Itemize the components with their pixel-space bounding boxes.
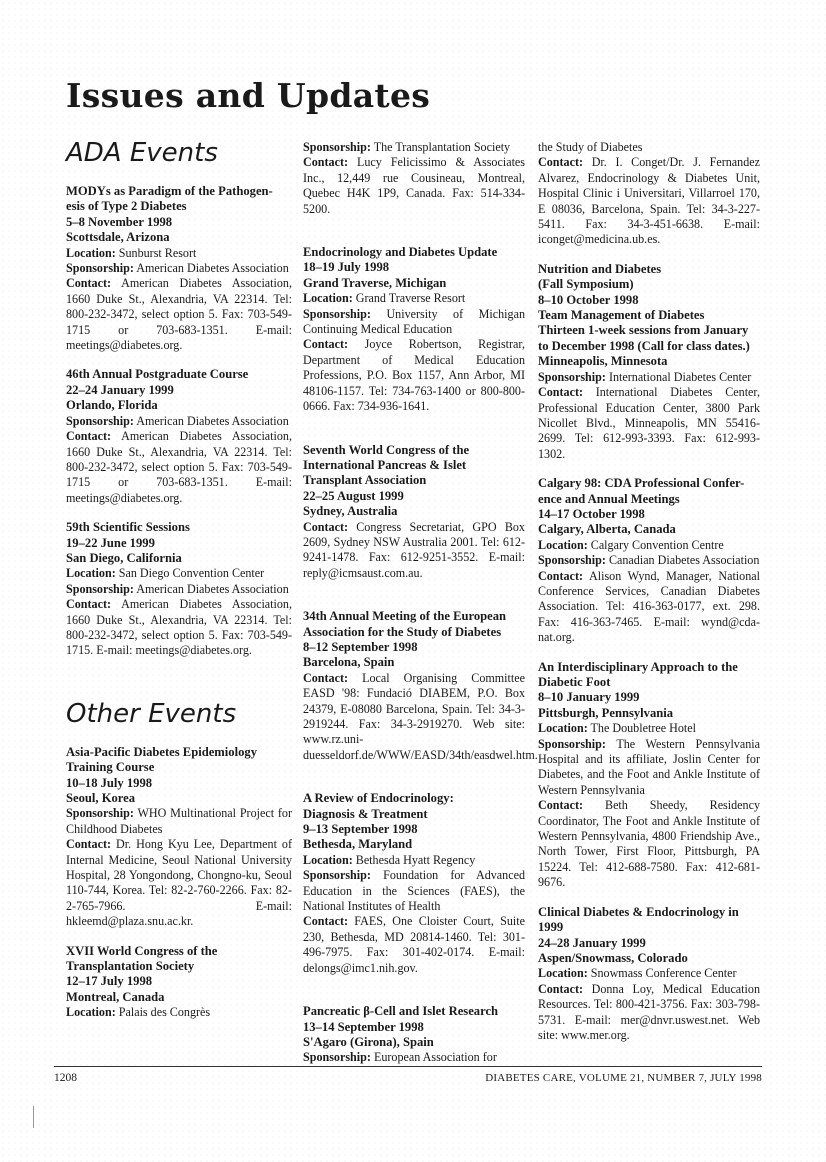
event-heading-line: 1999 [538, 920, 564, 935]
event-heading-line: esis of Type 2 Diabetes [66, 199, 187, 214]
event-heading-line: Calgary, Alberta, Canada [538, 522, 676, 537]
detail-label: Sponsorship: [303, 306, 371, 321]
event-heading-line: 5–8 November 1998 [66, 214, 173, 229]
event-detail [538, 538, 760, 553]
event-detail [66, 429, 292, 506]
event-heading-line: Thirteen 1-week sessions from January [538, 323, 749, 338]
event-detail [66, 261, 292, 276]
event-detail [303, 307, 525, 338]
event-listing [66, 184, 292, 353]
event-detail [66, 597, 292, 659]
detail-label: Location: [303, 852, 353, 867]
detail-text: American Diabetes Association, 1660 Duke St., Alexandria, VA 22314. Tel: 800-232-3472, select option 5. Fax: 703-549-1715 or 703-683-1351. E-mail: meetings@diabetes.org. [66, 429, 293, 505]
detail-label: Contact: [66, 597, 112, 612]
event-detail [538, 569, 760, 646]
event-heading-line: 14–17 October 1998 [538, 506, 645, 521]
event-detail [66, 806, 292, 837]
detail-label: Contact: [538, 798, 584, 813]
detail-label: Location: [66, 1005, 116, 1020]
event-detail [303, 291, 525, 306]
detail-label: Location: [66, 245, 116, 260]
detail-text: San Diego Convention Center [118, 566, 265, 581]
section-heading-other-events: Other Events [66, 698, 237, 729]
event-detail [538, 798, 760, 890]
event-detail [538, 140, 760, 155]
detail-text: Dr. I. Conget/Dr. J. Fernandez Alvarez, Endocrinology & Diabetes Unit, Hospital Clinic i Universitari, Villarroel 170, E 08036, Barcelona, Spain. Tel: 34-3-227-5411. Fax: 34-3-451-6638. E-mail: iconget@medicina.ub.es. [538, 155, 760, 247]
detail-label: Contact: [538, 568, 584, 583]
event-heading-line: 8–10 January 1999 [538, 690, 640, 705]
event-heading-line: 8–12 September 1998 [303, 639, 418, 654]
detail-text: Palais des Congrès [118, 1005, 211, 1020]
event-heading-line: S'Agaro (Girona), Spain [303, 1034, 434, 1049]
detail-label: Contact: [538, 385, 584, 400]
event-heading-line: Bethesda, Maryland [303, 837, 413, 852]
detail-label: Location: [66, 566, 116, 581]
detail-text: Lucy Felicissimo & Associates Inc., 12,449 rue Cousineau, Montreal, Quebec H4K 1P9, Canada. Fax: 514-334-5200. [303, 155, 525, 216]
detail-text: Foundation for Advanced Education in the Sciences (FAES), the National Institutes of Health [303, 868, 525, 914]
other-events-list [66, 745, 292, 1021]
event-heading-line: Seventh World Congress of the [303, 442, 470, 457]
detail-text: FAES, One Cloister Court, Suite 230, Bethesda, MD 20814-1460. Tel: 301-496-7975. Fax: 301-402-0174. E-mail: delongs@imc1.nih.gov. [303, 914, 525, 975]
detail-text: Beth Sheedy, Residency Coordinator, The Foot and Ankle Institute of Western Pennsylvania, 4800 Friendship Ave., North Tower, First Floor, Pittsburgh, PA 15224. Tel: 412-688-7580. Fax: 412-681-9676. [538, 798, 761, 890]
event-listing [538, 905, 760, 1044]
detail-text: Bethesda Hyatt Regency [355, 852, 476, 867]
event-listing [303, 245, 525, 414]
event-detail [303, 1050, 525, 1065]
event-heading-line: 22–24 January 1999 [66, 382, 174, 397]
detail-text: Joyce Robertson, Registrar, Department of Medical Education Professions, P.O. Box 1157, Ann Arbor, MI 48106-1157. Tel: 734-763-1400 or 800-800-0666. Fax: 734-936-1641. [303, 337, 525, 414]
event-heading-line: Pancreatic β-Cell and Islet Research [303, 1004, 499, 1019]
event-heading-line: Pittsburgh, Pennsylvania [538, 705, 674, 720]
event-listing [66, 944, 292, 1021]
detail-label: Sponsorship: [66, 261, 134, 276]
event-heading-line: Sydney, Australia [303, 504, 398, 519]
detail-text: American Diabetes Association [136, 413, 289, 428]
event-listing [303, 791, 525, 976]
event-detail [538, 385, 760, 462]
event-heading-line: Clinical Diabetes & Endocrinology in [538, 904, 739, 919]
event-listing [303, 443, 525, 582]
detail-label: Location: [303, 291, 353, 306]
detail-label: Contact: [538, 155, 584, 170]
event-detail [303, 155, 525, 217]
detail-label: Sponsorship: [538, 736, 606, 751]
detail-text: European Association for [373, 1050, 497, 1065]
event-heading-line: 19–22 June 1999 [66, 535, 155, 550]
column-1 [66, 140, 292, 1035]
event-heading-line: Asia-Pacific Diabetes Epidemiology [66, 744, 257, 759]
detail-text: American Diabetes Association [136, 581, 289, 596]
detail-label: Location: [538, 966, 588, 981]
event-listing [538, 660, 760, 891]
detail-label: Sponsorship: [66, 806, 134, 821]
detail-label: Contact: [303, 519, 349, 534]
event-detail [303, 853, 525, 868]
event-heading-line: A Review of Endocrinology: [303, 791, 454, 806]
event-detail [538, 966, 760, 981]
detail-label: Sponsorship: [66, 581, 134, 596]
event-detail [66, 566, 292, 581]
detail-label: Contact: [66, 429, 112, 444]
event-heading-line: ence and Annual Meetings [538, 491, 680, 506]
event-heading-line: 13–14 September 1998 [303, 1019, 424, 1034]
event-heading-line: Barcelona, Spain [303, 655, 395, 670]
event-heading-line: 10–18 July 1998 [66, 775, 153, 790]
detail-label: Sponsorship: [303, 140, 371, 154]
detail-label: Contact: [303, 155, 349, 170]
event-heading-line: Transplant Association [303, 473, 427, 488]
detail-text: American Diabetes Association, 1660 Duke St., Alexandria, VA 22314. Tel: 800-232-3472, select option 5. Fax: 703-549-1715. E-mail: meetings@diabetes.org. [66, 597, 293, 658]
event-heading-line: An Interdisciplinary Approach to the [538, 659, 738, 674]
event-listing [66, 745, 292, 930]
detail-label: Sponsorship: [303, 1050, 371, 1065]
detail-text: International Diabetes Center [608, 369, 752, 384]
event-listing [538, 262, 760, 462]
event-heading-line: 12–17 July 1998 [66, 974, 153, 989]
ada-events-list [66, 184, 292, 659]
event-heading-line: International Pancreas & Islet [303, 457, 467, 472]
detail-label: Contact: [66, 837, 112, 852]
detail-text: Canadian Diabetes Association [608, 553, 760, 568]
detail-text: Congress Secretariat, GPO Box 2609, Sydney NSW Australia 2001. Tel: 612-9241-1478. Fax: 612-9251-3552. E-mail: reply@icmsaust.com.au. [303, 519, 525, 580]
event-heading-line: Scottsdale, Arizona [66, 230, 170, 245]
detail-text: Local Organising Committee EASD '98: Fundació DIABEM, P.O. Box 24379, E-08080 Barcelona, Spain. Tel: 34-3-2919244. Fax: 34-3-2919270. Web site: www.rz.uni-duesseldorf.de/WWW/EASD/34th/easdwel.htm. [303, 670, 538, 762]
event-detail [538, 737, 760, 799]
detail-label: Contact: [303, 670, 349, 685]
detail-label: Sponsorship: [303, 868, 371, 883]
event-listing [303, 140, 525, 217]
event-detail [538, 155, 760, 247]
event-heading-line: 24–28 January 1999 [538, 935, 646, 950]
detail-text: Grand Traverse Resort [355, 291, 466, 306]
event-listing [303, 609, 538, 763]
section-heading-ada-events: ADA Events [66, 138, 218, 168]
event-heading-line: San Diego, California [66, 550, 182, 565]
detail-label: Sponsorship: [538, 369, 606, 384]
page-number: 1208 [54, 1072, 77, 1084]
event-detail [538, 370, 760, 385]
detail-text: Calgary Convention Centre [590, 537, 724, 552]
margin-mark [33, 1106, 34, 1128]
detail-text: WHO Multinational Project for Childhood Diabetes [66, 806, 292, 836]
detail-label: Contact: [538, 981, 584, 996]
detail-text: Donna Loy, Medical Education Resources. Tel: 800-421-3756. Fax: 303-798-5731. E-mail: mer@dnvr.uswest.net. Web site: www.mer.org. [538, 981, 760, 1042]
event-heading-line: 9–13 September 1998 [303, 822, 418, 837]
event-heading-line: Endocrinology and Diabetes Update [303, 245, 498, 260]
column-2 [303, 140, 538, 1094]
event-heading-line: 8–10 October 1998 [538, 292, 639, 307]
detail-text: Dr. Hong Kyu Lee, Department of Internal Medicine, Seoul National University Hospital, 28 Yongondong, Chongno-ku, Seoul 110-744, Korea. Tel: 82-2-760-2266. Fax: 82-2-765-7966. E-mail: hkleemd@plaza.snu.ac.kr. [66, 837, 292, 929]
column-3 [538, 140, 760, 1057]
event-heading-line: Team Management of Diabetes [538, 308, 705, 323]
detail-text: University of Michigan Continuing Medical Education [303, 306, 526, 337]
event-heading-line: Seoul, Korea [66, 791, 136, 805]
event-detail [66, 837, 292, 929]
event-heading-line: to December 1998 (Call for class dates.) [538, 338, 750, 353]
event-heading-line: MODYs as Paradigm of the Pathogen- [66, 184, 273, 198]
event-heading-line: (Fall Symposium) [538, 277, 634, 292]
event-detail [303, 337, 525, 414]
detail-text: Snowmass Conference Center [590, 966, 737, 981]
detail-text: The Doubletree Hotel [590, 721, 696, 736]
event-detail [303, 914, 525, 976]
detail-text: American Diabetes Association, 1660 Duke St., Alexandria, VA 22314. Tel: 800-232-3472, select option 5. Fax: 703-549-1715 or 703-683-1351. E-mail: meetings@diabetes.org. [66, 276, 293, 353]
detail-label: Location: [538, 537, 588, 552]
detail-label: Sponsorship: [66, 413, 134, 428]
event-detail [303, 520, 525, 582]
event-heading-line: Calgary 98: CDA Professional Confer- [538, 476, 745, 491]
event-detail [303, 868, 525, 914]
detail-label: Contact: [303, 914, 349, 929]
event-listing [303, 1004, 525, 1066]
detail-text: Alison Wynd, Manager, National Conference Services, Canadian Diabetes Association. Tel: 416-363-0177, ext. 298. Fax: 416-363-7465. E-mail: wynd@cda-nat.org. [538, 568, 760, 645]
event-heading-line: Diagnosis & Treatment [303, 806, 428, 821]
event-heading-line: 34th Annual Meeting of the European [303, 609, 507, 624]
event-detail [538, 553, 760, 568]
event-heading-line: Aspen/Snowmass, Colorado [538, 950, 688, 965]
detail-text: International Diabetes Center, Professional Education Center, 3800 Park Nicollet Blvd., Minneapolis, MN 55416-2699. Tel: 612-993-3393. Fax: 612-993-1302. [538, 385, 760, 461]
event-detail [66, 1005, 292, 1020]
detail-label: Location: [538, 721, 588, 736]
detail-label: Sponsorship: [538, 553, 606, 568]
footer-rule [54, 1066, 762, 1067]
event-heading-line: Montreal, Canada [66, 989, 165, 1004]
event-heading-line: Minneapolis, Minnesota [538, 354, 668, 369]
event-heading-line: 18–19 July 1998 [303, 260, 390, 275]
detail-text: American Diabetes Association [136, 261, 289, 276]
event-detail [66, 246, 292, 261]
event-detail [303, 670, 538, 763]
event-heading-line: Diabetic Foot [538, 675, 611, 689]
detail-text: The Transplantation Society [373, 140, 511, 154]
event-heading-line: 22–25 August 1999 [303, 488, 404, 503]
event-heading-line: Association for the Study of Diabetes [303, 624, 502, 639]
event-listing [538, 140, 760, 248]
event-heading-line: XVII World Congress of the [66, 943, 218, 958]
event-heading-line: Transplantation Society [66, 959, 195, 974]
event-listing [538, 476, 760, 645]
event-listing [66, 367, 292, 506]
event-detail [66, 414, 292, 429]
page-title: Issues and Updates [66, 76, 431, 115]
event-detail [538, 721, 760, 736]
event-listing [66, 520, 292, 659]
event-detail [66, 276, 292, 353]
event-detail [66, 582, 292, 597]
event-heading-line: 59th Scientific Sessions [66, 520, 190, 535]
column-3-events-list [538, 140, 760, 1043]
column-2-events-list [303, 140, 538, 1066]
event-heading-line: Grand Traverse, Michigan [303, 275, 447, 290]
detail-text: the Study of Diabetes [538, 140, 643, 154]
event-detail [538, 982, 760, 1044]
detail-label: Contact: [66, 276, 112, 291]
detail-text: Sunburst Resort [118, 245, 197, 260]
event-heading-line: Nutrition and Diabetes [538, 261, 662, 276]
detail-label: Contact: [303, 337, 349, 352]
detail-text: The Western Pennsylvania Hospital and its affiliate, Joslin Center for Diabetes, and the Foot and Ankle Institute of Western Pennsylvania [538, 736, 760, 797]
event-detail [303, 140, 525, 155]
journal-reference: DIABETES CARE, VOLUME 21, NUMBER 7, JULY 1998 [485, 1072, 762, 1084]
event-heading-line: Orlando, Florida [66, 398, 158, 413]
event-heading-line: Training Course [66, 760, 155, 775]
event-heading-line: 46th Annual Postgraduate Course [66, 367, 249, 382]
